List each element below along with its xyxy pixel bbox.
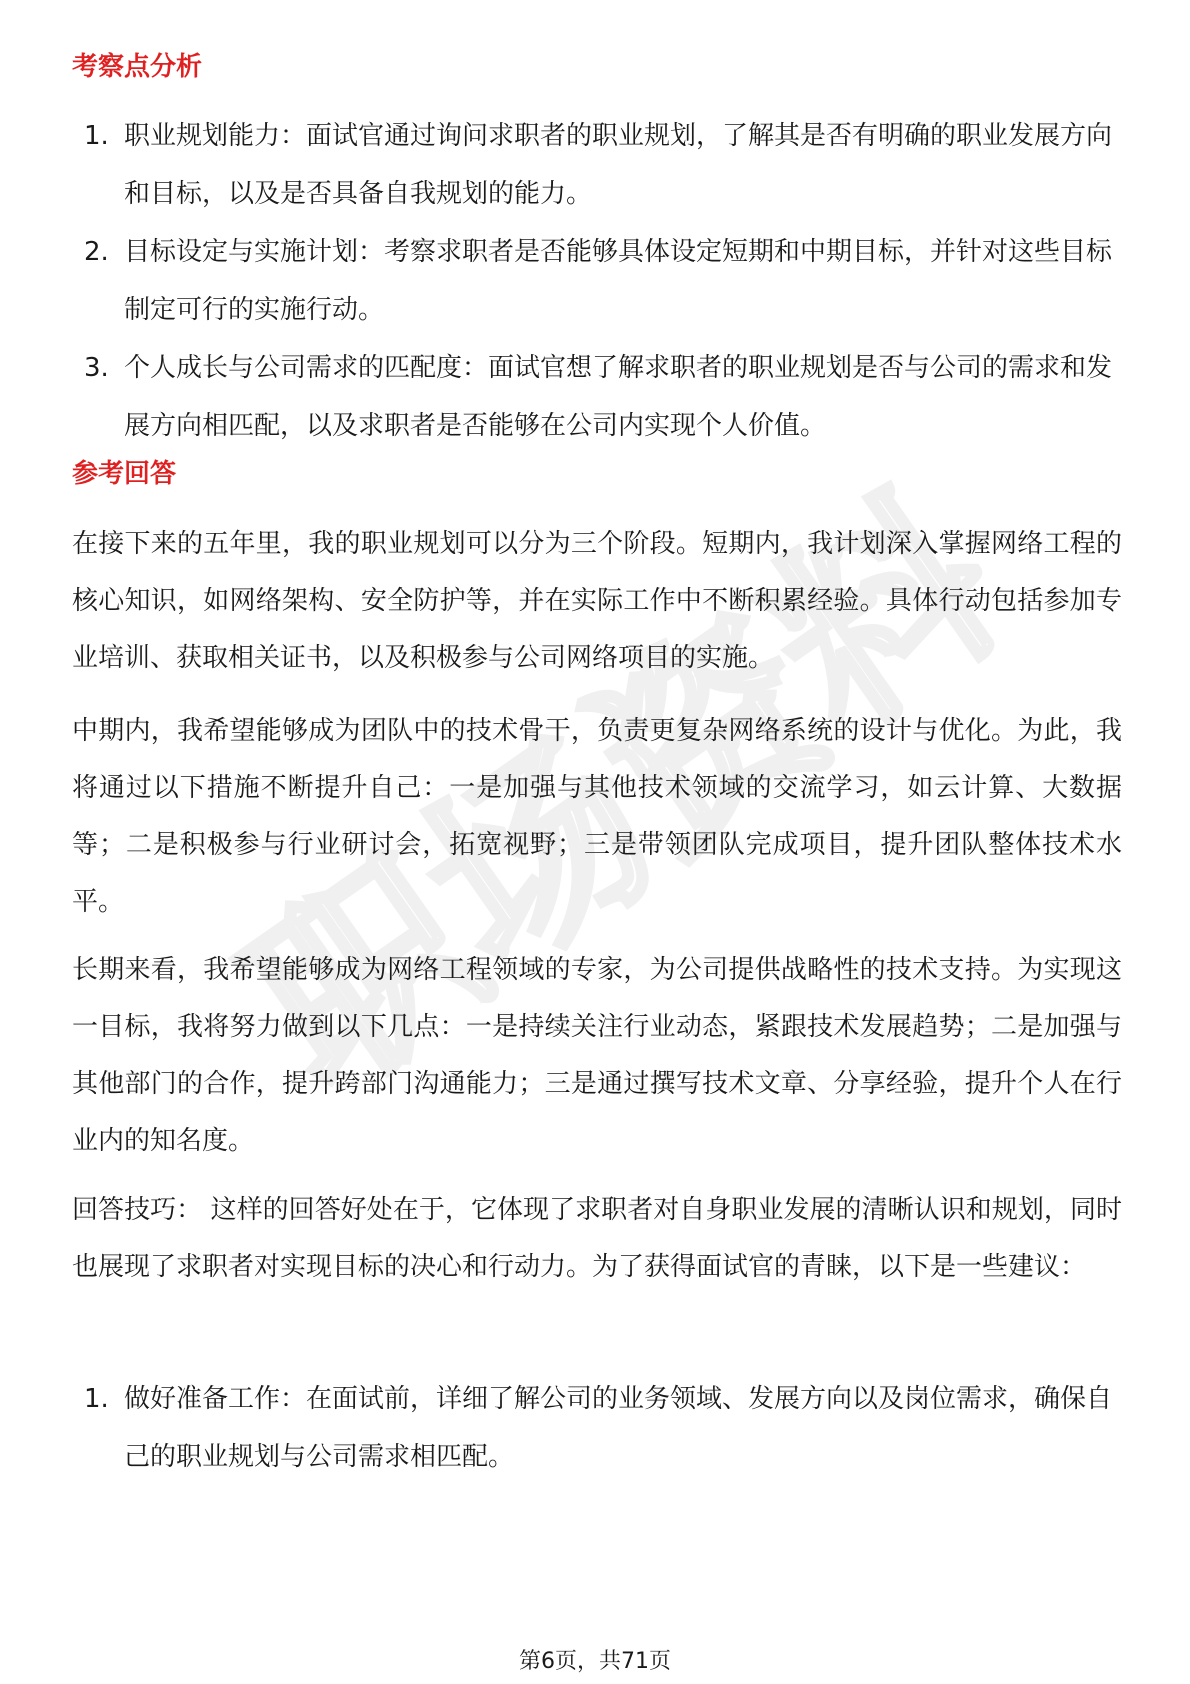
- list-item: [84, 107, 1124, 223]
- list-number: 3.: [84, 353, 109, 383]
- tips-list: [84, 1370, 1124, 1486]
- list-item-text: 目标设定与实施计划：考察求职者是否能够具体设定短期和中期目标，并针对这些目标制定可行的实施行动。: [124, 237, 1113, 325]
- list-number: 2.: [84, 237, 109, 267]
- answer-paragraph-1: 在接下来的五年里，我的职业规划可以分为三个阶段。短期内，我计划深入掌握网络工程的核心知识，如网络架构、安全防护等，并在实际工作中不断积累经验。具体行动包括参加专业培训、获取相关证书，以及积极参与公司网络项目的实施。: [72, 529, 1122, 673]
- section-title-analysis: 考察点分析: [72, 52, 203, 82]
- analysis-list: [84, 107, 1124, 455]
- list-item-text: 个人成长与公司需求的匹配度：面试官想了解求职者的职业规划是否与公司的需求和发展方向相匹配，以及求职者是否能够在公司内实现个人价值。: [124, 353, 1113, 441]
- answer-paragraph-3: 长期来看，我希望能够成为网络工程领域的专家，为公司提供战略性的技术支持。为实现这一目标，我将努力做到以下几点：一是持续关注行业动态，紧跟技术发展趋势；二是加强与其他部门的合作，提升跨部门沟通能力；三是通过撰写技术文章、分享经验，提升个人在行业内的知名度。: [72, 955, 1122, 1156]
- list-number: 1.: [84, 121, 109, 151]
- list-item: [84, 1370, 1124, 1486]
- answer-tips-intro: 回答技巧： 这样的回答好处在于，它体现了求职者对自身职业发展的清晰认识和规划，同时也展现了求职者对实现目标的决心和行动力。为了获得面试官的青睐，以下是一些建议：: [72, 1195, 1122, 1282]
- list-item-text: 职业规划能力：面试官通过询问求职者的职业规划，了解其是否有明确的职业发展方向和目标，以及是否具备自我规划的能力。: [124, 121, 1113, 209]
- list-number: 1.: [84, 1384, 109, 1414]
- page-footer: 第6页，共71页: [519, 1649, 671, 1674]
- list-item-text: 做好准备工作：在面试前，详细了解公司的业务领域、发展方向以及岗位需求，确保自己的职业规划与公司需求相匹配。: [124, 1384, 1113, 1472]
- answer-paragraph-2: 中期内，我希望能够成为团队中的技术骨干，负责更复杂网络系统的设计与优化。为此，我将通过以下措施不断提升自己：一是加强与其他技术领域的交流学习，如云计算、大数据等；二是积极参与行业研讨会，拓宽视野；三是带领团队完成项目，提升团队整体技术水平。: [72, 716, 1122, 917]
- section-title-reference: 参考回答: [72, 459, 177, 489]
- list-item: [84, 339, 1124, 455]
- list-item: [84, 223, 1124, 339]
